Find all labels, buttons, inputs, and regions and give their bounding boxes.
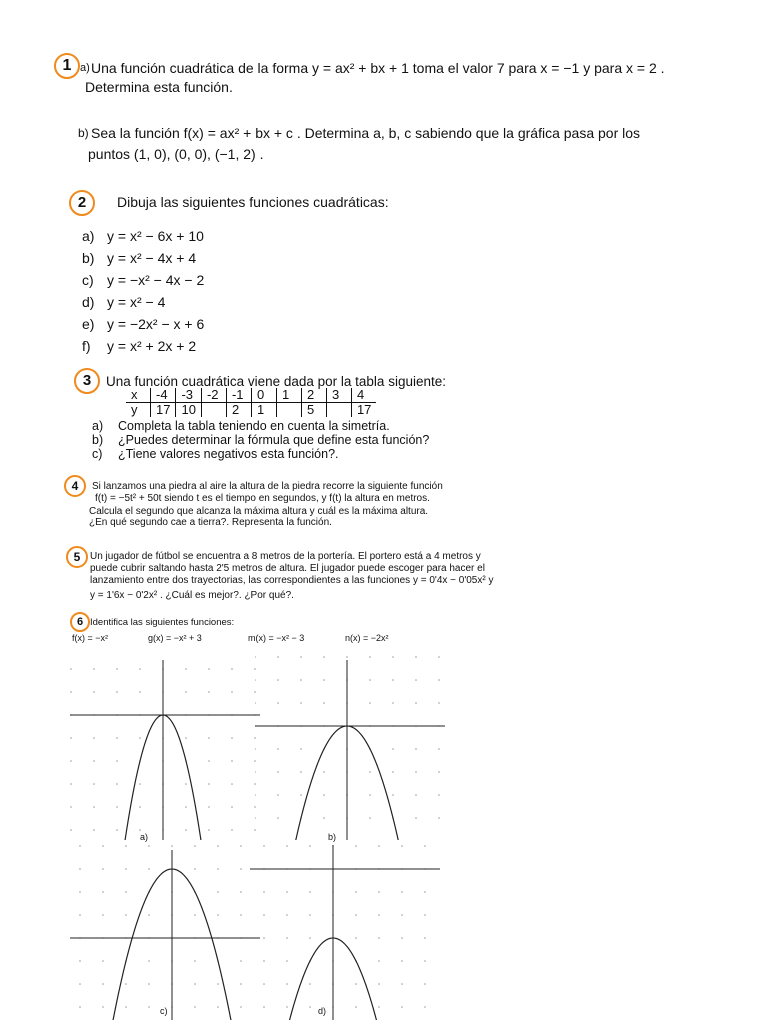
ex2-item-expression: y = x² + 2x + 2 (107, 338, 197, 354)
grid-dot (392, 702, 394, 704)
grid-dot (79, 1006, 81, 1008)
grid-dot (217, 914, 219, 916)
grid-dot (424, 960, 426, 962)
grid-dot (277, 794, 279, 796)
grid-dot (70, 783, 72, 785)
table-cell: x (126, 388, 151, 403)
ex6-function-m: m(x) = −x² − 3 (248, 633, 305, 643)
grid-dot (401, 1006, 403, 1008)
grid-dot (401, 891, 403, 893)
grid-dot (323, 679, 325, 681)
ex1-a-text: Una función cuadrática de la forma y = ax² + bx + 1 toma el valor 7 para x = −1 y para x = 2 . (91, 60, 665, 76)
grid-dot (263, 891, 265, 893)
grid-dot (415, 679, 417, 681)
table-row-y (126, 403, 376, 418)
grid-dot (79, 914, 81, 916)
grid-dot (185, 668, 187, 670)
grid-dot (415, 656, 417, 658)
table-cell: -2 (201, 388, 226, 403)
exercise-number-2: 2 (69, 190, 95, 216)
grid-dot (231, 829, 233, 831)
table-cell: 4 (351, 388, 376, 403)
graph-b (255, 655, 445, 840)
table-cell: 17 (151, 403, 176, 418)
grid-dot (369, 771, 371, 773)
grid-dot (369, 817, 371, 819)
grid-dot (415, 794, 417, 796)
grid-dot (240, 1006, 242, 1008)
grid-dot (231, 737, 233, 739)
grid-dot (255, 794, 256, 796)
grid-dot (277, 817, 279, 819)
grid-dot (148, 868, 150, 870)
grid-dot (70, 691, 72, 693)
ex4-line-3: Calcula el segundo que alcanza la máxima altura y cuál es la máxima altura. (89, 506, 429, 517)
grid-dot (263, 845, 265, 847)
grid-dot (401, 983, 403, 985)
table-cell: -3 (176, 388, 201, 403)
table-cell: y (131, 402, 138, 417)
grid-dot (415, 702, 417, 704)
ex2-item-expression: y = −2x² − x + 6 (107, 316, 205, 332)
grid-dot (255, 771, 256, 773)
ex1-a-text-2: Determina esta función. (85, 79, 233, 95)
grid-dot (102, 914, 104, 916)
grid-dot (392, 771, 394, 773)
grid-dot (300, 656, 302, 658)
grid-dot (323, 702, 325, 704)
grid-dot (263, 937, 265, 939)
grid-dot (171, 845, 173, 847)
ex3-value-table (126, 388, 376, 417)
grid-dot (392, 656, 394, 658)
grid-dot (240, 891, 242, 893)
grid-dot (148, 960, 150, 962)
grid-dot (148, 983, 150, 985)
grid-dot (79, 845, 81, 847)
grid-dot (116, 760, 118, 762)
grid-dot (70, 760, 72, 762)
grid-dot (139, 737, 141, 739)
ex2-item-label: d) (82, 294, 95, 310)
grid-dot (277, 679, 279, 681)
exercise-number-3: 3 (74, 368, 100, 394)
ex3-item-label: c) (92, 447, 103, 461)
grid-dot (231, 668, 233, 670)
graph-d-label: d) (318, 1006, 327, 1016)
ex2-item-expression: y = x² − 4 (107, 294, 166, 310)
grid-dot (125, 914, 127, 916)
ex2-item-expression: y = x² − 6x + 10 (107, 228, 204, 244)
grid-dot (208, 783, 210, 785)
grid-dot (309, 891, 311, 893)
grid-dot (79, 960, 81, 962)
grid-dot (79, 868, 81, 870)
grid-dot (401, 937, 403, 939)
ex4-line-2: f(t) = −5t² + 50t siendo t es el tiempo en segundos, y f(t) la altura en metros. (95, 493, 430, 504)
ex3-item-text: ¿Puedes determinar la fórmula que define esta función? (118, 433, 430, 447)
grid-dot (286, 983, 288, 985)
ex6-title: Identifica las siguientes funciones: (90, 617, 235, 628)
table-cell (326, 403, 351, 418)
grid-dot (300, 748, 302, 750)
grid-dot (438, 702, 440, 704)
table-cell: 1 (251, 403, 276, 418)
ex2-title: Dibuja las siguientes funciones cuadráticas: (117, 194, 389, 210)
grid-dot (208, 760, 210, 762)
ex5-line-3: lanzamiento entre dos trayectorias, las correspondientes a las funciones y = 0'4x − 0'05x² y (90, 575, 494, 586)
grid-dot (208, 691, 210, 693)
grid-dot (401, 845, 403, 847)
ex5-line-4: y = 1'6x − 0'2x² . ¿Cuál es mejor?. ¿Por qué?. (90, 590, 294, 601)
grid-dot (424, 914, 426, 916)
graph-a (60, 655, 260, 840)
grid-dot (300, 771, 302, 773)
grid-dot (438, 771, 440, 773)
ex4-line-4: ¿En qué segundo cae a tierra?. Representa la función. (89, 517, 332, 528)
grid-dot (286, 960, 288, 962)
grid-dot (438, 748, 440, 750)
grid-dot (217, 845, 219, 847)
grid-dot (378, 960, 380, 962)
grid-dot (401, 914, 403, 916)
grid-dot (369, 702, 371, 704)
grid-dot (116, 806, 118, 808)
grid-dot (255, 679, 256, 681)
grid-dot (323, 817, 325, 819)
ex3-item-label: b) (92, 433, 104, 447)
grid-dot (415, 817, 417, 819)
grid-dot (217, 1006, 219, 1008)
grid-dot (286, 937, 288, 939)
grid-dot (415, 748, 417, 750)
grid-dot (125, 983, 127, 985)
ex3-item-text: ¿Tiene valores negativos esta función?. (118, 447, 339, 461)
grid-dot (208, 829, 210, 831)
grid-dot (438, 679, 440, 681)
grid-dot (369, 794, 371, 796)
grid-dot (286, 914, 288, 916)
table-cell: 2 (301, 388, 326, 403)
grid-dot (125, 891, 127, 893)
grid-dot (378, 845, 380, 847)
ex2-item-expression: y = x² − 4x + 4 (107, 250, 197, 266)
ex3-item-label: a) (92, 419, 104, 433)
grid-dot (194, 914, 196, 916)
ex6-function-f: f(x) = −x² (72, 633, 109, 643)
grid-dot (125, 845, 127, 847)
grid-dot (424, 983, 426, 985)
ex1-b-text-2: puntos (1, 0), (0, 0), (−1, 2) . (88, 146, 264, 162)
table-cell: 10 (176, 403, 201, 418)
grid-dot (102, 960, 104, 962)
ex2-item-expression: y = −x² − 4x − 2 (107, 272, 205, 288)
grid-dot (194, 868, 196, 870)
grid-dot (79, 983, 81, 985)
grid-dot (116, 829, 118, 831)
grid-dot (263, 1006, 265, 1008)
grid-dot (392, 748, 394, 750)
grid-dot (277, 748, 279, 750)
grid-dot (240, 983, 242, 985)
exercise-number-4: 4 (64, 475, 86, 497)
grid-dot (93, 668, 95, 670)
grid-dot (355, 845, 357, 847)
grid-dot (194, 1006, 196, 1008)
grid-dot (185, 691, 187, 693)
grid-dot (125, 1006, 127, 1008)
graph-c-label: c) (160, 1006, 168, 1016)
grid-dot (300, 702, 302, 704)
grid-dot (116, 783, 118, 785)
exercise-number-6: 6 (70, 612, 90, 632)
table-cell (276, 403, 301, 418)
grid-dot (217, 868, 219, 870)
grid-dot (378, 983, 380, 985)
grid-dot (102, 1006, 104, 1008)
grid-dot (355, 891, 357, 893)
grid-dot (255, 748, 256, 750)
grid-dot (300, 679, 302, 681)
grid-dot (255, 656, 256, 658)
exercise-number-1: 1 (54, 53, 80, 79)
grid-dot (255, 817, 256, 819)
grid-dot (438, 817, 440, 819)
grid-dot (185, 783, 187, 785)
ex1-b-text: Sea la función f(x) = ax² + bx + c . Determina a, b, c sabiendo que la gráfica pasa por los (91, 125, 641, 141)
grid-dot (424, 845, 426, 847)
grid-dot (309, 914, 311, 916)
graph-b-label: b) (328, 832, 337, 842)
grid-dot (309, 937, 311, 939)
grid-dot (93, 806, 95, 808)
grid-dot (148, 1006, 150, 1008)
grid-dot (102, 845, 104, 847)
grid-dot (240, 914, 242, 916)
graph-a-label: a) (140, 832, 149, 842)
grid-dot (231, 691, 233, 693)
grid-dot (323, 794, 325, 796)
grid-dot (309, 1006, 311, 1008)
ex5-line-1: Un jugador de fútbol se encuentra a 8 metros de la portería. El portero está a 4 metros y (90, 551, 481, 562)
grid-dot (346, 656, 348, 658)
grid-dot (424, 891, 426, 893)
grid-dot (148, 914, 150, 916)
grid-dot (125, 868, 127, 870)
grid-dot (240, 868, 242, 870)
grid-dot (369, 679, 371, 681)
grid-dot (139, 806, 141, 808)
grid-dot (438, 656, 440, 658)
grid-dot (231, 783, 233, 785)
grid-dot (378, 937, 380, 939)
grid-dot (240, 960, 242, 962)
grid-dot (139, 668, 141, 670)
grid-dot (217, 891, 219, 893)
grid-dot (185, 806, 187, 808)
grid-dot (309, 845, 311, 847)
ex1-b-marker: b) (78, 126, 89, 140)
ex2-item-label: a) (82, 228, 95, 244)
table-cell: 17 (351, 403, 376, 418)
ex2-item-label: e) (82, 316, 95, 332)
grid-dot (139, 829, 141, 831)
table-cell: 2 (226, 403, 251, 418)
grid-dot (355, 914, 357, 916)
table-cell: -4 (151, 388, 176, 403)
grid-dot (116, 691, 118, 693)
grid-dot (263, 960, 265, 962)
grid-dot (194, 845, 196, 847)
grid-dot (323, 771, 325, 773)
grid-dot (263, 914, 265, 916)
table-cell: 0 (251, 388, 276, 403)
grid-dot (93, 829, 95, 831)
table-cell (201, 403, 226, 418)
grid-dot (93, 760, 95, 762)
exercise-number-5: 5 (66, 546, 88, 568)
grid-dot (263, 983, 265, 985)
ex2-item-label: f) (82, 338, 91, 354)
grid-dot (217, 983, 219, 985)
graph-d (245, 845, 445, 1020)
grid-dot (102, 868, 104, 870)
ex6-function-g: g(x) = −x² + 3 (148, 633, 202, 643)
grid-dot (70, 737, 72, 739)
grid-dot (139, 691, 141, 693)
ex6-function-n: n(x) = −2x² (345, 633, 389, 643)
grid-dot (231, 806, 233, 808)
grid-dot (300, 794, 302, 796)
grid-dot (392, 794, 394, 796)
grid-dot (424, 937, 426, 939)
ex2-item-label: b) (82, 250, 95, 266)
grid-dot (355, 1006, 357, 1008)
grid-dot (240, 845, 242, 847)
grid-dot (277, 656, 279, 658)
grid-dot (185, 829, 187, 831)
grid-dot (208, 668, 210, 670)
grid-dot (93, 783, 95, 785)
grid-dot (93, 737, 95, 739)
grid-dot (93, 691, 95, 693)
grid-dot (194, 983, 196, 985)
ex2-item-label: c) (82, 272, 94, 288)
grid-dot (208, 737, 210, 739)
ex3-title: Una función cuadrática viene dada por la tabla siguiente: (106, 374, 446, 389)
grid-dot (148, 845, 150, 847)
grid-dot (231, 760, 233, 762)
table-cell: 5 (301, 403, 326, 418)
grid-dot (116, 737, 118, 739)
grid-dot (79, 891, 81, 893)
grid-dot (369, 656, 371, 658)
grid-dot (116, 668, 118, 670)
grid-dot (378, 914, 380, 916)
grid-dot (102, 891, 104, 893)
table-cell: 3 (326, 388, 351, 403)
ex1-a-marker: a) (80, 62, 90, 74)
grid-dot (309, 983, 311, 985)
grid-dot (102, 983, 104, 985)
grid-dot (323, 656, 325, 658)
grid-dot (70, 829, 72, 831)
graph-c (60, 845, 260, 1020)
ex4-line-1: Si lanzamos una piedra al aire la altura de la piedra recorre la siguiente función (92, 481, 443, 492)
table-cell: 1 (276, 388, 301, 403)
grid-dot (355, 983, 357, 985)
table-row-x (126, 388, 376, 403)
grid-dot (255, 702, 256, 704)
ex5-line-2: puede cubrir saltando hasta 2'5 metros de altura. El jugador puede escoger para hacer el (90, 563, 485, 574)
grid-dot (286, 891, 288, 893)
grid-dot (185, 737, 187, 739)
grid-dot (438, 794, 440, 796)
grid-dot (277, 771, 279, 773)
grid-dot (194, 960, 196, 962)
ex3-item-text: Completa la tabla teniendo en cuenta la simetría. (118, 419, 390, 433)
grid-dot (286, 1006, 288, 1008)
grid-dot (415, 771, 417, 773)
grid-dot (355, 937, 357, 939)
grid-dot (286, 845, 288, 847)
grid-dot (401, 960, 403, 962)
table-cell: -1 (226, 388, 251, 403)
grid-dot (139, 783, 141, 785)
grid-dot (378, 1006, 380, 1008)
grid-dot (70, 806, 72, 808)
grid-dot (424, 1006, 426, 1008)
grid-dot (378, 891, 380, 893)
grid-dot (208, 806, 210, 808)
grid-dot (70, 668, 72, 670)
grid-dot (392, 679, 394, 681)
grid-dot (277, 702, 279, 704)
